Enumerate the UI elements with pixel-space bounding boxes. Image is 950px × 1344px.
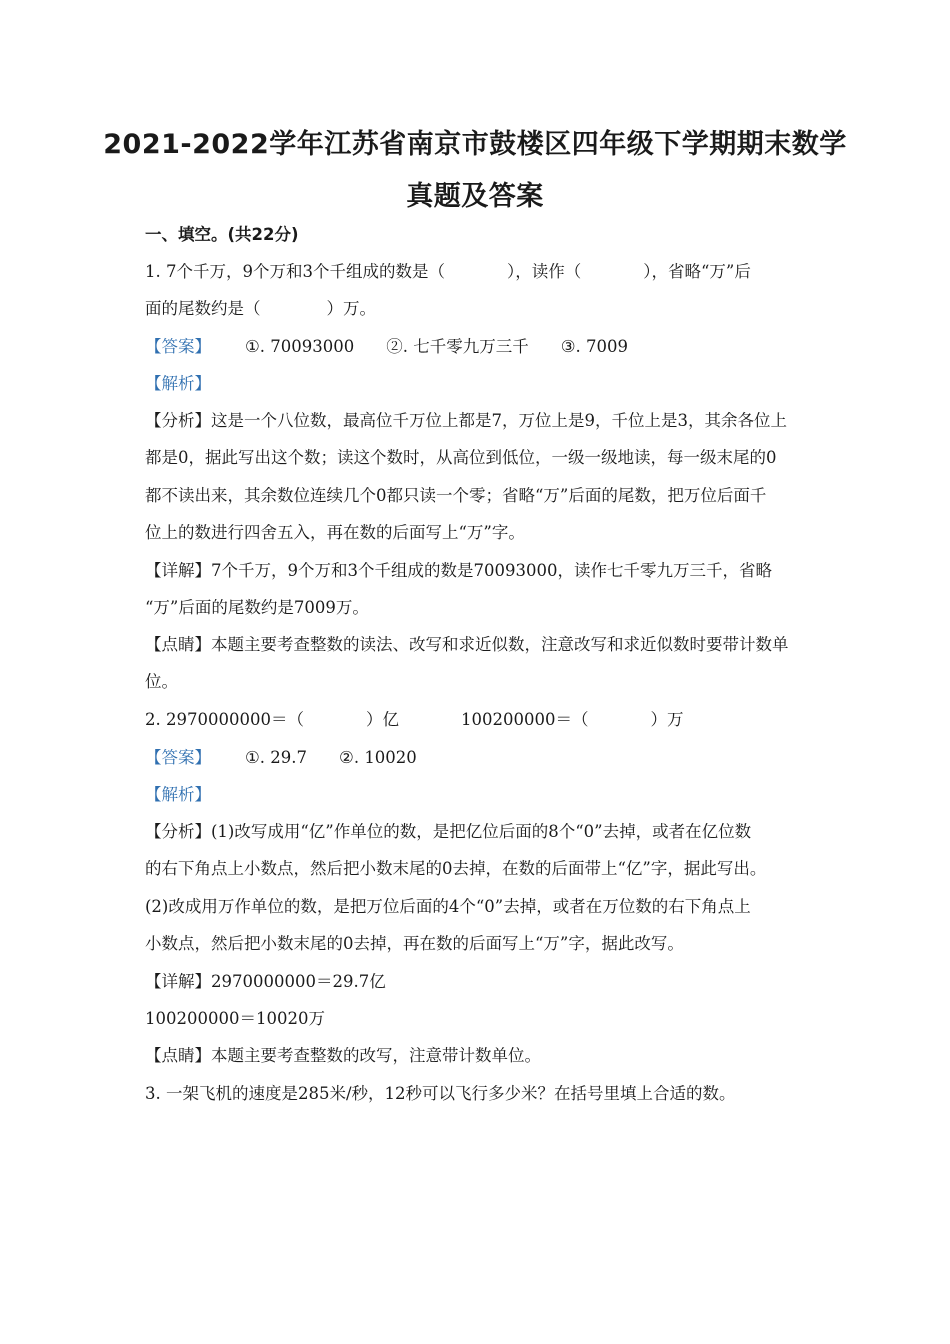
document-title-line1: 2021-2022学年江苏省南京市鼓楼区四年级下学期期末数学 — [103, 129, 847, 160]
q1-analysis-label: 【解析】 — [145, 374, 211, 393]
q1-stem-part-a: 1. 7个千万，9个万和3个千组成的数是（ — [145, 262, 445, 281]
q1-stem-part-c: ），省略“万”后 — [643, 262, 751, 281]
q2-xiangjie-line2: 100200000＝10020万 — [145, 1009, 325, 1028]
q1-stem-line1 — [145, 261, 751, 283]
q2-stem-part-a: 2. 2970000000＝（ — [145, 710, 304, 729]
q2-answer-2: ②. 10020 — [339, 748, 417, 767]
q1-stem-line2: 面的尾数约是（ ）万。 — [145, 299, 376, 318]
q3-stem: 3. 一架飞机的速度是285米/秒，12秒可以飞行多少米？在括号里填上合适的数。 — [145, 1084, 736, 1103]
q2-stem-part-b: ）亿 — [365, 710, 399, 729]
q1-stem-part-b: ），读作（ — [506, 262, 582, 281]
q2-stem-part-d: ）万 — [650, 710, 684, 729]
q2-analysis-label: 【解析】 — [145, 785, 211, 804]
q2-fenxi-line1: 【分析】(1)改写成用“亿”作单位的数，是把亿位后面的8个“0”去掉，或者在亿位数 — [145, 822, 752, 841]
section-heading: 一、填空。(共22分) — [145, 225, 299, 244]
q1-answer-2: ②. 七千零九万三千 — [386, 337, 529, 356]
q2-answer-row — [145, 747, 417, 769]
q1-answer-1: ①. 70093000 — [245, 337, 355, 356]
q2-fenxi-line3: (2)改成用万作单位的数，是把万位后面的4个“0”去掉，或者在万位数的右下角点上 — [145, 897, 751, 916]
q1-answer-row — [145, 336, 628, 358]
q2-stem-part-c: 100200000＝（ — [460, 710, 589, 729]
q1-answer-3: ③. 7009 — [560, 337, 629, 356]
q1-fenxi-line1: 【分析】这是一个八位数，最高位千万位上都是7，万位上是9，千位上是3，其余各位上 — [145, 411, 787, 430]
q1-dianjing-line2: 位。 — [145, 672, 178, 691]
q1-fenxi-line3: 都不读出来，其余数位连续几个0都只读一个零；省略“万”后面的尾数，把万位后面千 — [145, 486, 767, 505]
q2-fenxi-line4: 小数点，然后把小数末尾的0去掉，再在数的后面写上“万”字，据此改写。 — [145, 934, 684, 953]
q1-xiangjie-line1: 【详解】7个千万，9个万和3个千组成的数是70093000，读作七千零九万三千，省略 — [145, 561, 772, 580]
q2-dianjing-line1: 【点睛】本题主要考查整数的改写，注意带计数单位。 — [145, 1046, 541, 1065]
q1-fenxi-line4: 位上的数进行四舍五入，再在数的后面写上“万”字。 — [145, 523, 525, 542]
document-title-line2: 真题及答案 — [406, 181, 544, 212]
q2-stem — [145, 709, 683, 731]
q2-xiangjie-line1: 【详解】2970000000＝29.7亿 — [145, 972, 386, 991]
q1-fenxi-line2: 都是0，据此写出这个数；读这个数时，从高位到低位，一级一级地读，每一级末尾的0 — [145, 448, 777, 467]
q2-fenxi-line2: 的右下角点上小数点，然后把小数末尾的0去掉，在数的后面带上“亿”字，据此写出。 — [145, 859, 767, 878]
q1-dianjing-line1: 【点睛】本题主要考查整数的读法、改写和求近似数，注意改写和求近似数时要带计数单 — [145, 635, 789, 654]
answer-label: 【答案】 — [145, 337, 211, 356]
q2-answer-1: ①. 29.7 — [245, 748, 308, 767]
q1-xiangjie-line2: “万”后面的尾数约是7009万。 — [145, 598, 369, 617]
answer-label: 【答案】 — [145, 748, 211, 767]
